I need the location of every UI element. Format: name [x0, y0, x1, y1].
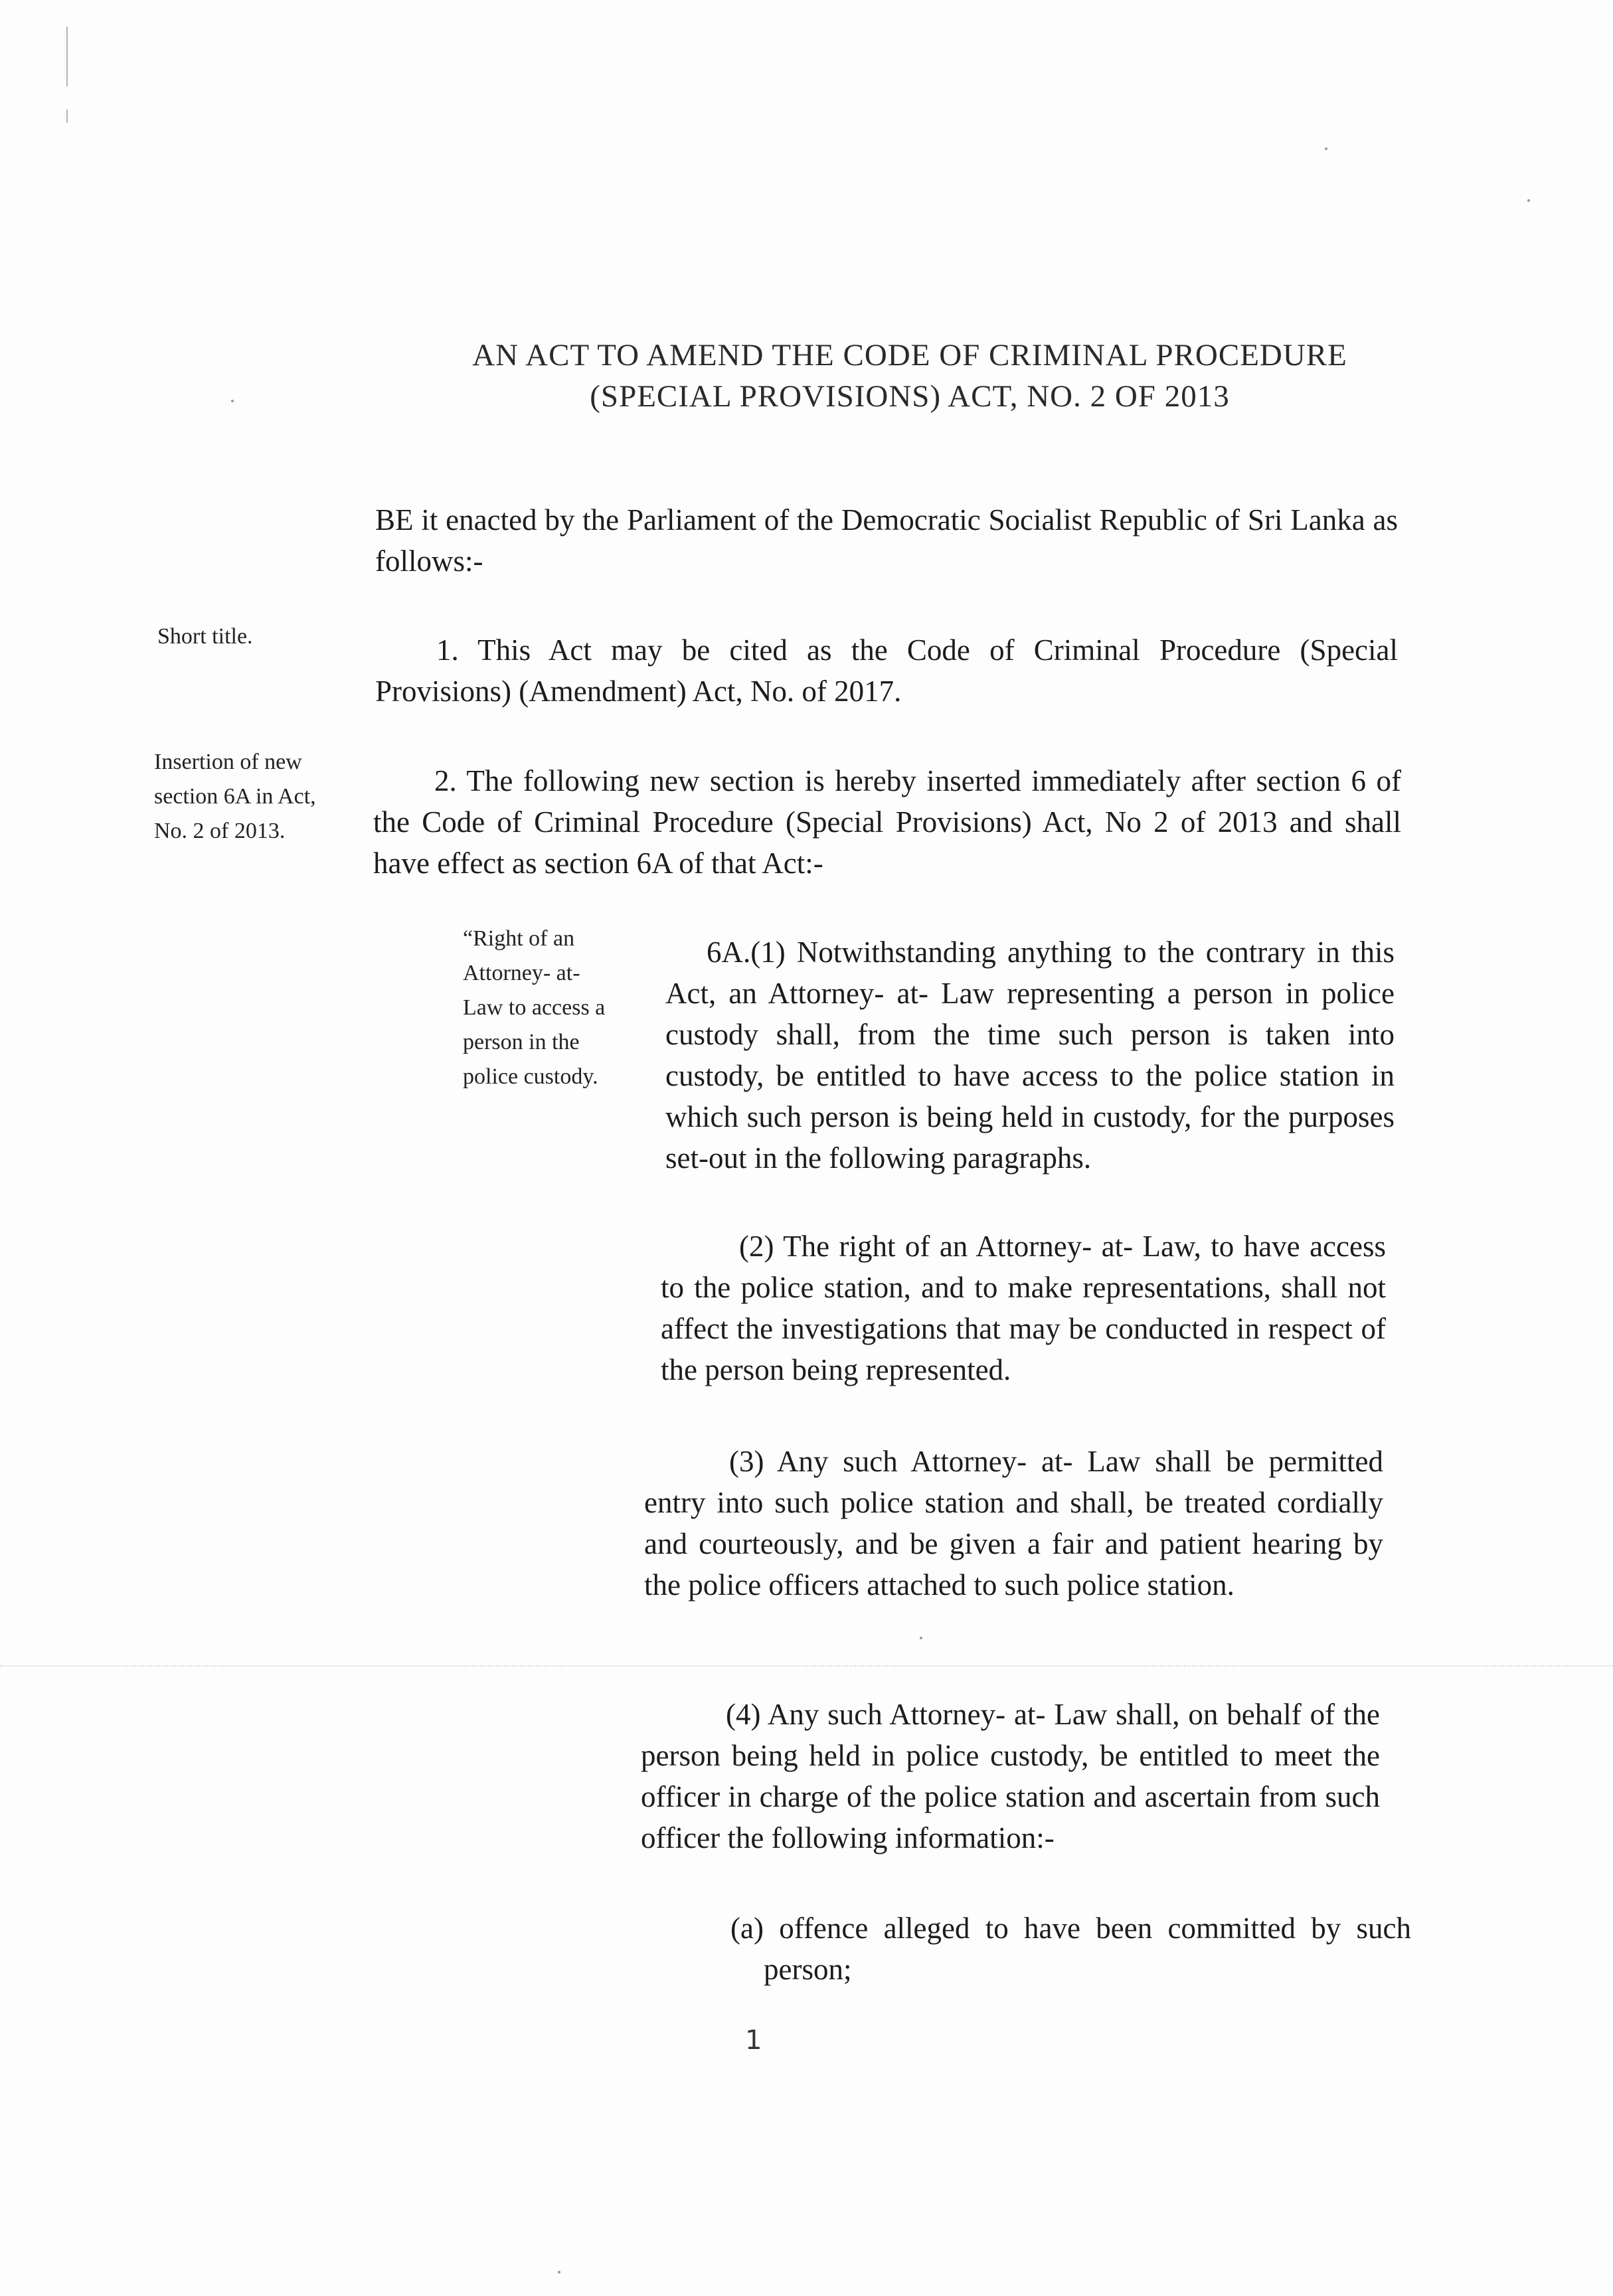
scan-fold-line	[0, 1665, 1613, 1667]
margin-note-insertion: Insertion of new section 6A in Act, No. 2 of 2013.	[154, 750, 316, 843]
section-6a-3-body: (3) Any such Attorney- at- Law shall be permitted entry into such police station and shall, be treated cordially and courteously, and be given a fair and patient hearing by the police officers attached to such police station.	[644, 1445, 1383, 1601]
section-2-body: 2. The following new section is hereby inserted immediately after section 6 of the Code of Criminal Procedure (Special Provisions) Act, No 2 of 2013 and shall have effect as section 6A of that Act:-	[373, 764, 1401, 880]
enacting-clause: BE it enacted by the Parliament of the Democratic Socialist Republic of Sri Lanka as follows:-	[375, 503, 1398, 578]
section-6a-4-item-a-body: (a) offence alleged to have been committed by such person;	[730, 1912, 1411, 1986]
page-number: 1	[745, 2025, 762, 2056]
section-6a-3	[644, 1441, 1383, 1605]
margin-note-right-of-attorney: “Right of an Attorney- at- Law to access a person in the police custody.	[463, 926, 606, 1089]
scan-speck	[558, 2271, 560, 2273]
scan-edge-mark	[66, 110, 68, 123]
section-2-text	[373, 760, 1401, 884]
scan-speck	[231, 400, 234, 402]
section-1-text	[375, 629, 1398, 712]
scan-speck	[1527, 199, 1530, 202]
section-6a-4	[641, 1694, 1380, 1858]
margin-note-short-title: Short title.	[157, 624, 253, 649]
scan-edge-mark	[66, 27, 68, 86]
section-6a-4-body: (4) Any such Attorney- at- Law shall, on behalf of the person being held in police custody, be entitled to meet the officer in charge of the police station and ascertain from such officer the following information:-	[641, 1698, 1380, 1854]
scan-speck	[920, 1637, 922, 1639]
section-6a-2	[661, 1226, 1386, 1390]
section-6a-1-body: 6A.(1) Notwithstanding anything to the contrary in this Act, an Attorney- at- Law representing a person in police custody shall, from the time such person is taken into custody, be entitled to have access to the police station in which such person is being held in custody, for the purposes set-out in the following paragraphs.	[665, 936, 1395, 1175]
section-6a-2-body: (2) The right of an Attorney- at- Law, to have access to the police station, and to make representations, shall not affect the investigations that may be conducted in respect of the person being represented.	[661, 1230, 1386, 1386]
document-title-line-2: (SPECIAL PROVISIONS) ACT, NO. 2 OF 2013	[590, 379, 1230, 414]
section-6a-4-item-a	[730, 1908, 1411, 1990]
document-title-line-1: AN ACT TO AMEND THE CODE OF CRIMINAL PROCEDURE	[472, 338, 1347, 372]
scan-speck	[1325, 147, 1327, 150]
section-6a-1	[665, 932, 1395, 1179]
section-1-body: 1. This Act may be cited as the Code of Criminal Procedure (Special Provisions) (Amendment) Act, No. of 2017.	[375, 633, 1398, 708]
